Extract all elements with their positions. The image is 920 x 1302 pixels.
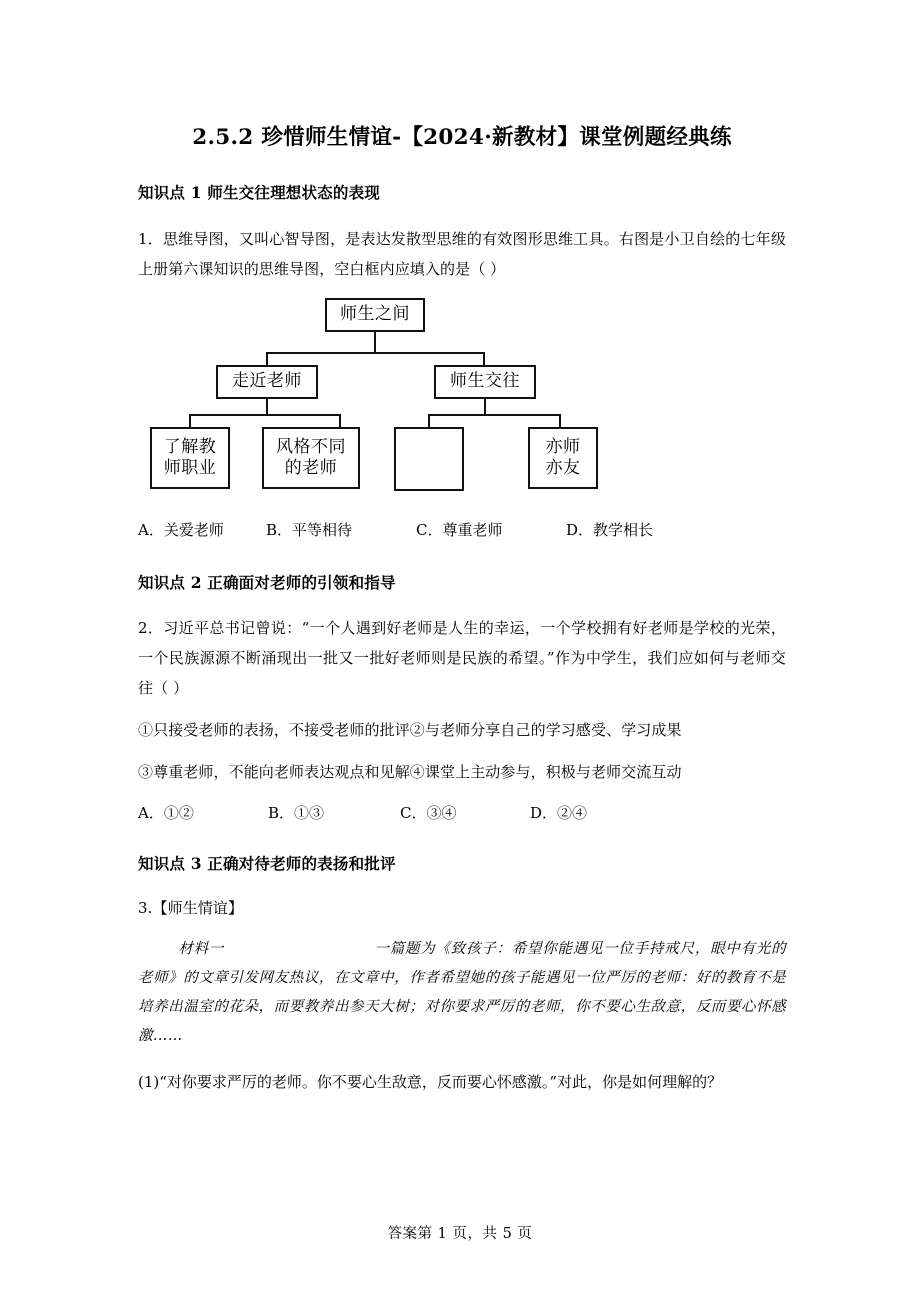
mindmap-root-box [325,298,425,332]
question-3-material [138,935,786,1051]
mindmap-leaf-4-line1: 亦师 [545,436,581,457]
material-body-text: 一篇题为《致孩子：希望你能遇见一位手持戒尺，眼中有光的老师》的文章引发网友热议，在文章中，作者希望她的孩子能遇见一位严厉的老师：好的教育不是培养出温室的花朵，而要教养出参天大树；对你要求严厉的老师，你不要心生敌意，反而要心怀感激…… [138,941,786,1044]
question-1-options [138,516,786,546]
mindmap-leaf-box-2 [262,427,360,489]
question-1-text: 1．思维导图，又叫心智导图，是表达发散型思维的有效图形思维工具。右图是小卫自绘的七年级上册第六课知识的思维导图，空白框内应填入的是（ ） [138,229,786,278]
mindmap-leaf-1-line2: 师职业 [163,457,217,478]
mindmap-connector-to-leaf-2 [339,414,341,427]
option-1-b[interactable]: B．平等相待 [266,520,353,539]
mindmap-connector-to-leaf-1 [189,414,191,427]
question-3-number-label: 3.【师生情谊】 [138,899,244,917]
mindmap-connector-level1-bar [266,352,485,354]
mindmap-leaf-box-4 [528,427,598,489]
option-1-a[interactable]: A．关爱老师 [138,520,224,539]
mindmap-branch-left-box [216,365,318,399]
option-2-d[interactable]: D．②④ [530,804,588,823]
section-heading-2: 知识点 2 正确面对老师的引领和指导 [138,572,396,592]
question-2-options [138,799,786,829]
mindmap-connector-root-stem [374,332,376,354]
question-3-sub-question-1: (1)“对你要求严厉的老师。你不要心生敌意，反而要心怀感激。”对此，你是如何理解的？ [138,1073,723,1091]
mindmap-leaf-box-3-blank [394,427,464,491]
section-heading-1: 知识点 1 师生交往理想状态的表现 [138,182,380,202]
mindmap-leaf-box-1 [150,427,230,489]
option-1-c[interactable]: C．尊重老师 [416,520,503,539]
section-heading-3: 知识点 3 正确对待老师的表扬和批评 [138,854,396,874]
mindmap-connector-to-leaf-3 [428,414,430,427]
mindmap-leaf-1-line1: 了解教 [163,436,217,457]
mindmap-diagram [138,296,786,496]
page-content [138,0,786,1097]
mindmap-connector-to-right-branch [483,352,485,365]
page-title: 2.5.2 珍惜师生情谊-【2024·新教材】课堂例题经典练 [192,125,732,150]
option-2-a[interactable]: A．①② [138,804,194,823]
mindmap-root-label: 师生之间 [340,304,410,325]
option-2-c[interactable]: C．③④ [400,804,457,823]
mindmap-leaf-2-line2: 的老师 [284,457,338,478]
mindmap-leaf-4-line2: 亦友 [545,457,581,478]
question-2-text: 2．习近平总书记曾说：“一个人遇到好老师是人生的幸运，一个学校拥有好老师是学校的光荣，一个民族源源不断涌现出一批又一批好老师则是民族的希望。”作为中学生，我们应如何与老师交往（ ） [138,619,786,698]
mindmap-connector-to-leaf-4 [559,414,561,427]
question-2-statements-line-1: ①只接受老师的表扬，不接受老师的批评②与老师分享自己的学习感受、学习成果 [138,721,682,740]
mindmap-leaf-2-line1: 风格不同 [276,436,346,457]
option-2-b[interactable]: B．①③ [268,804,325,823]
mindmap-branch-left-label: 走近老师 [232,371,302,392]
mindmap-branch-right-label: 师生交往 [450,371,520,392]
option-1-d[interactable]: D．教学相长 [566,520,654,539]
mindmap-connector-right-bar [428,414,561,416]
page-footer: 答案第 1 页，共 5 页 [387,1226,533,1242]
mindmap-connector-to-left-branch [266,352,268,365]
material-label: 材料一 [178,941,225,957]
mindmap-branch-right-box [434,365,536,399]
question-2-statements-line-2: ③尊重老师，不能向老师表达观点和见解④课堂上主动参与，积极与老师交流互动 [138,763,682,782]
mindmap-connector-left-bar [189,414,341,416]
